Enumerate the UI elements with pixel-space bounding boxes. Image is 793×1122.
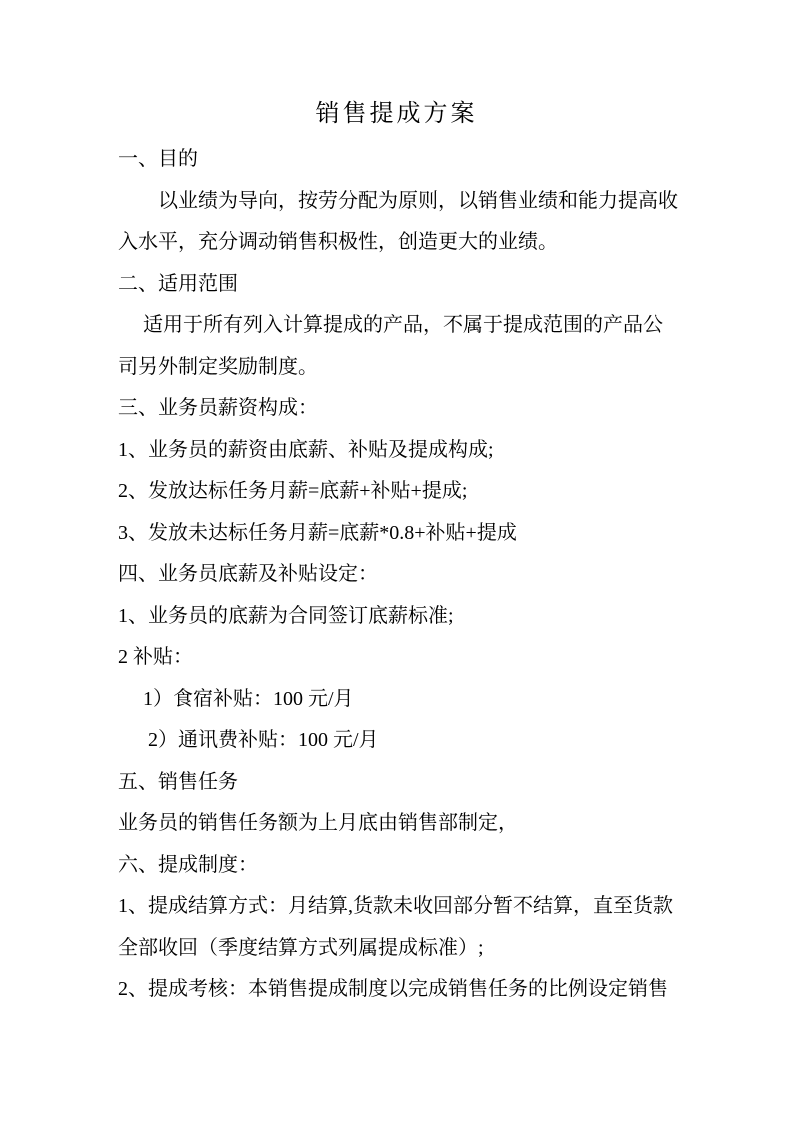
- para-scope-line-1: 适用于所有列入计算提成的产品，不属于提成范围的产品公: [143, 314, 663, 336]
- item-base-salary-1: 1、业务员的底薪为合同签订底薪标准;: [118, 604, 454, 627]
- item-commission-settlement-line-1: 1、提成结算方式：月结算,货款未收回部分暂不结算，直至货款: [118, 895, 673, 917]
- item-salary-structure-2: 2、发放达标任务月薪=底薪+补贴+提成;: [118, 480, 468, 502]
- item-salary-structure-3: 3、发放未达标任务月薪=底薪*0.8+补贴+提成: [118, 521, 517, 544]
- item-salary-structure-1: 1、业务员的薪资由底薪、补贴及提成构成;: [118, 438, 494, 461]
- heading-sales-task: 五、销售任务: [118, 770, 238, 793]
- heading-commission-system: 六、提成制度：: [118, 853, 258, 876]
- para-scope-line-2: 司另外制定奖励制度。: [118, 355, 318, 378]
- heading-purpose: 一、目的: [118, 148, 198, 170]
- item-commission-assessment: 2、提成考核：本销售提成制度以完成销售任务的比例设定销售: [118, 978, 668, 1000]
- para-purpose-line-2: 入水平，充分调动销售积极性，创造更大的业绩。: [118, 231, 558, 253]
- para-sales-task: 业务员的销售任务额为上月底由销售部制定，: [118, 812, 518, 834]
- heading-salary-structure: 三、业务员薪资构成：: [118, 397, 318, 419]
- para-purpose-line-1: 以业绩为导向，按劳分配为原则，以销售业绩和能力提高收: [158, 189, 678, 212]
- item-subsidy-2: 2 补贴：: [118, 646, 193, 668]
- heading-base-salary-subsidy: 四、业务员底薪及补贴设定：: [118, 563, 378, 585]
- heading-scope: 二、适用范围: [118, 272, 238, 295]
- item-commission-settlement-line-2: 全部收回（季度结算方式列属提成标准）;: [118, 936, 484, 959]
- item-subsidy-board: 1）食宿补贴：100 元/月: [143, 687, 354, 710]
- document-content: [118, 0, 678, 1011]
- item-subsidy-telecom: 2）通讯费补贴：100 元/月: [148, 729, 379, 751]
- document-title: 销售提成方案: [315, 101, 478, 127]
